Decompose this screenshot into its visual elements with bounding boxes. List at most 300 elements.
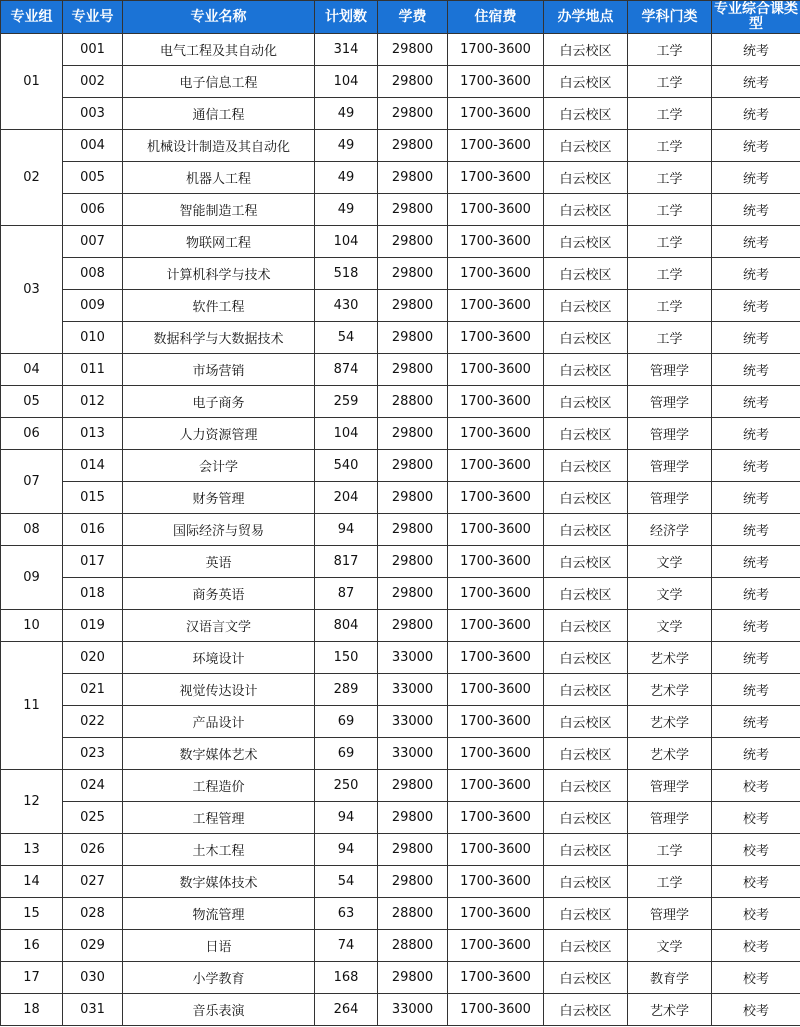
cell-exam-type: 统考 bbox=[712, 418, 800, 450]
cell-group: 18 bbox=[1, 994, 63, 1026]
cell-category: 工学 bbox=[628, 162, 712, 194]
cell-exam-type: 统考 bbox=[712, 290, 800, 322]
cell-name: 数据科学与大数据技术 bbox=[123, 322, 315, 354]
cell-plan: 289 bbox=[315, 674, 378, 706]
cell-dorm: 1700-3600 bbox=[448, 34, 544, 66]
cell-dorm: 1700-3600 bbox=[448, 770, 544, 802]
table-row bbox=[1, 354, 800, 386]
cell-plan: 150 bbox=[315, 642, 378, 674]
cell-exam-type: 统考 bbox=[712, 610, 800, 642]
header-tuition: 学费 bbox=[378, 1, 448, 34]
cell-group: 15 bbox=[1, 898, 63, 930]
cell-tuition: 28800 bbox=[378, 898, 448, 930]
header-row bbox=[1, 1, 800, 34]
cell-campus: 白云校区 bbox=[544, 162, 628, 194]
table-row bbox=[1, 866, 800, 898]
cell-group: 05 bbox=[1, 386, 63, 418]
cell-plan: 54 bbox=[315, 322, 378, 354]
cell-tuition: 33000 bbox=[378, 706, 448, 738]
cell-category: 管理学 bbox=[628, 482, 712, 514]
cell-campus: 白云校区 bbox=[544, 642, 628, 674]
cell-name: 物流管理 bbox=[123, 898, 315, 930]
cell-plan: 94 bbox=[315, 514, 378, 546]
cell-campus: 白云校区 bbox=[544, 610, 628, 642]
cell-exam-type: 校考 bbox=[712, 994, 800, 1026]
cell-exam-type: 统考 bbox=[712, 194, 800, 226]
cell-name: 小学教育 bbox=[123, 962, 315, 994]
cell-tuition: 29800 bbox=[378, 450, 448, 482]
table-row bbox=[1, 482, 800, 514]
cell-exam-type: 统考 bbox=[712, 322, 800, 354]
cell-campus: 白云校区 bbox=[544, 706, 628, 738]
table-row bbox=[1, 322, 800, 354]
cell-campus: 白云校区 bbox=[544, 354, 628, 386]
cell-tuition: 33000 bbox=[378, 674, 448, 706]
cell-campus: 白云校区 bbox=[544, 738, 628, 770]
table-row bbox=[1, 194, 800, 226]
cell-exam-type: 统考 bbox=[712, 34, 800, 66]
cell-name: 日语 bbox=[123, 930, 315, 962]
cell-campus: 白云校区 bbox=[544, 66, 628, 98]
cell-exam-type: 统考 bbox=[712, 450, 800, 482]
cell-code: 016 bbox=[63, 514, 123, 546]
cell-dorm: 1700-3600 bbox=[448, 258, 544, 290]
cell-category: 工学 bbox=[628, 130, 712, 162]
cell-code: 019 bbox=[63, 610, 123, 642]
cell-plan: 69 bbox=[315, 706, 378, 738]
cell-tuition: 33000 bbox=[378, 994, 448, 1026]
cell-tuition: 29800 bbox=[378, 866, 448, 898]
cell-campus: 白云校区 bbox=[544, 482, 628, 514]
cell-exam-type: 统考 bbox=[712, 642, 800, 674]
cell-category: 管理学 bbox=[628, 450, 712, 482]
table-row bbox=[1, 738, 800, 770]
cell-name: 电子商务 bbox=[123, 386, 315, 418]
cell-category: 管理学 bbox=[628, 802, 712, 834]
cell-exam-type: 校考 bbox=[712, 802, 800, 834]
cell-plan: 314 bbox=[315, 34, 378, 66]
cell-tuition: 29800 bbox=[378, 610, 448, 642]
cell-tuition: 29800 bbox=[378, 546, 448, 578]
cell-group: 01 bbox=[1, 34, 63, 130]
cell-code: 026 bbox=[63, 834, 123, 866]
table-row bbox=[1, 642, 800, 674]
cell-group: 09 bbox=[1, 546, 63, 610]
cell-group: 06 bbox=[1, 418, 63, 450]
cell-plan: 817 bbox=[315, 546, 378, 578]
cell-tuition: 29800 bbox=[378, 98, 448, 130]
cell-category: 工学 bbox=[628, 866, 712, 898]
cell-dorm: 1700-3600 bbox=[448, 898, 544, 930]
cell-tuition: 29800 bbox=[378, 962, 448, 994]
cell-name: 会计学 bbox=[123, 450, 315, 482]
cell-dorm: 1700-3600 bbox=[448, 610, 544, 642]
cell-code: 030 bbox=[63, 962, 123, 994]
cell-exam-type: 统考 bbox=[712, 674, 800, 706]
cell-campus: 白云校区 bbox=[544, 994, 628, 1026]
cell-plan: 168 bbox=[315, 962, 378, 994]
cell-campus: 白云校区 bbox=[544, 290, 628, 322]
cell-category: 工学 bbox=[628, 226, 712, 258]
cell-name: 财务管理 bbox=[123, 482, 315, 514]
cell-exam-type: 校考 bbox=[712, 866, 800, 898]
cell-code: 018 bbox=[63, 578, 123, 610]
cell-dorm: 1700-3600 bbox=[448, 162, 544, 194]
cell-code: 015 bbox=[63, 482, 123, 514]
table-row bbox=[1, 450, 800, 482]
cell-tuition: 28800 bbox=[378, 386, 448, 418]
cell-dorm: 1700-3600 bbox=[448, 290, 544, 322]
cell-category: 艺术学 bbox=[628, 994, 712, 1026]
table-body bbox=[1, 34, 800, 1026]
cell-category: 工学 bbox=[628, 258, 712, 290]
table-row bbox=[1, 386, 800, 418]
cell-category: 管理学 bbox=[628, 386, 712, 418]
cell-category: 工学 bbox=[628, 66, 712, 98]
cell-name: 汉语言文学 bbox=[123, 610, 315, 642]
table-row bbox=[1, 834, 800, 866]
cell-group: 10 bbox=[1, 610, 63, 642]
cell-campus: 白云校区 bbox=[544, 930, 628, 962]
cell-code: 013 bbox=[63, 418, 123, 450]
cell-dorm: 1700-3600 bbox=[448, 546, 544, 578]
cell-category: 艺术学 bbox=[628, 706, 712, 738]
table-row bbox=[1, 418, 800, 450]
cell-campus: 白云校区 bbox=[544, 34, 628, 66]
cell-name: 机器人工程 bbox=[123, 162, 315, 194]
table-row bbox=[1, 130, 800, 162]
cell-code: 009 bbox=[63, 290, 123, 322]
table-row bbox=[1, 962, 800, 994]
cell-name: 产品设计 bbox=[123, 706, 315, 738]
cell-name: 物联网工程 bbox=[123, 226, 315, 258]
cell-tuition: 29800 bbox=[378, 354, 448, 386]
cell-dorm: 1700-3600 bbox=[448, 482, 544, 514]
header-name: 专业名称 bbox=[123, 1, 315, 34]
cell-tuition: 29800 bbox=[378, 770, 448, 802]
table-row bbox=[1, 610, 800, 642]
cell-campus: 白云校区 bbox=[544, 130, 628, 162]
cell-category: 文学 bbox=[628, 610, 712, 642]
cell-campus: 白云校区 bbox=[544, 770, 628, 802]
cell-plan: 69 bbox=[315, 738, 378, 770]
cell-tuition: 29800 bbox=[378, 66, 448, 98]
cell-code: 027 bbox=[63, 866, 123, 898]
cell-group: 14 bbox=[1, 866, 63, 898]
cell-exam-type: 统考 bbox=[712, 546, 800, 578]
cell-campus: 白云校区 bbox=[544, 834, 628, 866]
cell-plan: 49 bbox=[315, 98, 378, 130]
cell-category: 文学 bbox=[628, 546, 712, 578]
cell-campus: 白云校区 bbox=[544, 258, 628, 290]
cell-code: 006 bbox=[63, 194, 123, 226]
cell-category: 工学 bbox=[628, 322, 712, 354]
cell-exam-type: 校考 bbox=[712, 834, 800, 866]
cell-campus: 白云校区 bbox=[544, 194, 628, 226]
cell-name: 数字媒体技术 bbox=[123, 866, 315, 898]
cell-name: 人力资源管理 bbox=[123, 418, 315, 450]
cell-category: 工学 bbox=[628, 34, 712, 66]
cell-exam-type: 统考 bbox=[712, 354, 800, 386]
cell-name: 电气工程及其自动化 bbox=[123, 34, 315, 66]
cell-exam-type: 统考 bbox=[712, 98, 800, 130]
cell-name: 英语 bbox=[123, 546, 315, 578]
table-row bbox=[1, 930, 800, 962]
cell-name: 国际经济与贸易 bbox=[123, 514, 315, 546]
cell-campus: 白云校区 bbox=[544, 898, 628, 930]
header-code: 专业号 bbox=[63, 1, 123, 34]
cell-dorm: 1700-3600 bbox=[448, 66, 544, 98]
table-row bbox=[1, 578, 800, 610]
cell-category: 工学 bbox=[628, 98, 712, 130]
cell-campus: 白云校区 bbox=[544, 674, 628, 706]
cell-name: 软件工程 bbox=[123, 290, 315, 322]
cell-name: 视觉传达设计 bbox=[123, 674, 315, 706]
cell-tuition: 29800 bbox=[378, 514, 448, 546]
cell-exam-type: 校考 bbox=[712, 962, 800, 994]
cell-code: 021 bbox=[63, 674, 123, 706]
cell-campus: 白云校区 bbox=[544, 98, 628, 130]
cell-name: 市场营销 bbox=[123, 354, 315, 386]
table-row bbox=[1, 770, 800, 802]
cell-tuition: 29800 bbox=[378, 258, 448, 290]
cell-code: 022 bbox=[63, 706, 123, 738]
cell-name: 通信工程 bbox=[123, 98, 315, 130]
cell-category: 管理学 bbox=[628, 898, 712, 930]
cell-code: 014 bbox=[63, 450, 123, 482]
cell-exam-type: 统考 bbox=[712, 482, 800, 514]
cell-group: 11 bbox=[1, 642, 63, 770]
table-row bbox=[1, 994, 800, 1026]
cell-group: 02 bbox=[1, 130, 63, 226]
cell-code: 029 bbox=[63, 930, 123, 962]
cell-exam-type: 统考 bbox=[712, 386, 800, 418]
cell-tuition: 29800 bbox=[378, 130, 448, 162]
table-row bbox=[1, 290, 800, 322]
cell-plan: 94 bbox=[315, 802, 378, 834]
cell-code: 008 bbox=[63, 258, 123, 290]
cell-code: 012 bbox=[63, 386, 123, 418]
cell-group: 17 bbox=[1, 962, 63, 994]
header-plan: 计划数 bbox=[315, 1, 378, 34]
cell-plan: 430 bbox=[315, 290, 378, 322]
table-header bbox=[1, 1, 800, 34]
cell-group: 08 bbox=[1, 514, 63, 546]
cell-name: 商务英语 bbox=[123, 578, 315, 610]
cell-category: 艺术学 bbox=[628, 642, 712, 674]
cell-tuition: 29800 bbox=[378, 418, 448, 450]
cell-category: 教育学 bbox=[628, 962, 712, 994]
cell-plan: 204 bbox=[315, 482, 378, 514]
cell-tuition: 29800 bbox=[378, 290, 448, 322]
cell-plan: 54 bbox=[315, 866, 378, 898]
cell-category: 工学 bbox=[628, 194, 712, 226]
cell-plan: 540 bbox=[315, 450, 378, 482]
cell-plan: 804 bbox=[315, 610, 378, 642]
cell-dorm: 1700-3600 bbox=[448, 450, 544, 482]
table-row bbox=[1, 898, 800, 930]
cell-exam-type: 统考 bbox=[712, 66, 800, 98]
cell-dorm: 1700-3600 bbox=[448, 322, 544, 354]
cell-code: 025 bbox=[63, 802, 123, 834]
cell-exam-type: 统考 bbox=[712, 514, 800, 546]
cell-code: 007 bbox=[63, 226, 123, 258]
cell-dorm: 1700-3600 bbox=[448, 834, 544, 866]
table-row bbox=[1, 546, 800, 578]
cell-code: 005 bbox=[63, 162, 123, 194]
cell-plan: 518 bbox=[315, 258, 378, 290]
cell-dorm: 1700-3600 bbox=[448, 418, 544, 450]
cell-category: 艺术学 bbox=[628, 674, 712, 706]
cell-dorm: 1700-3600 bbox=[448, 674, 544, 706]
cell-tuition: 29800 bbox=[378, 802, 448, 834]
header-campus: 办学地点 bbox=[544, 1, 628, 34]
cell-campus: 白云校区 bbox=[544, 450, 628, 482]
cell-name: 智能制造工程 bbox=[123, 194, 315, 226]
cell-plan: 104 bbox=[315, 66, 378, 98]
cell-plan: 87 bbox=[315, 578, 378, 610]
cell-dorm: 1700-3600 bbox=[448, 578, 544, 610]
cell-dorm: 1700-3600 bbox=[448, 962, 544, 994]
header-category: 学科门类 bbox=[628, 1, 712, 34]
cell-dorm: 1700-3600 bbox=[448, 386, 544, 418]
cell-plan: 874 bbox=[315, 354, 378, 386]
cell-name: 机械设计制造及其自动化 bbox=[123, 130, 315, 162]
cell-group: 04 bbox=[1, 354, 63, 386]
cell-plan: 250 bbox=[315, 770, 378, 802]
cell-campus: 白云校区 bbox=[544, 226, 628, 258]
header-dorm: 住宿费 bbox=[448, 1, 544, 34]
cell-group: 03 bbox=[1, 226, 63, 354]
cell-category: 文学 bbox=[628, 578, 712, 610]
cell-dorm: 1700-3600 bbox=[448, 866, 544, 898]
table-row bbox=[1, 802, 800, 834]
cell-campus: 白云校区 bbox=[544, 514, 628, 546]
cell-name: 电子信息工程 bbox=[123, 66, 315, 98]
cell-campus: 白云校区 bbox=[544, 546, 628, 578]
cell-name: 工程造价 bbox=[123, 770, 315, 802]
table-row bbox=[1, 706, 800, 738]
cell-category: 管理学 bbox=[628, 418, 712, 450]
cell-campus: 白云校区 bbox=[544, 418, 628, 450]
cell-code: 003 bbox=[63, 98, 123, 130]
cell-exam-type: 统考 bbox=[712, 130, 800, 162]
cell-tuition: 29800 bbox=[378, 34, 448, 66]
header-exam-type: 专业综合课类型 bbox=[712, 1, 800, 34]
cell-campus: 白云校区 bbox=[544, 578, 628, 610]
cell-plan: 259 bbox=[315, 386, 378, 418]
cell-exam-type: 统考 bbox=[712, 258, 800, 290]
cell-group: 07 bbox=[1, 450, 63, 514]
table-row bbox=[1, 162, 800, 194]
cell-tuition: 29800 bbox=[378, 482, 448, 514]
cell-dorm: 1700-3600 bbox=[448, 930, 544, 962]
cell-dorm: 1700-3600 bbox=[448, 802, 544, 834]
cell-plan: 264 bbox=[315, 994, 378, 1026]
cell-category: 管理学 bbox=[628, 354, 712, 386]
cell-code: 023 bbox=[63, 738, 123, 770]
cell-exam-type: 统考 bbox=[712, 578, 800, 610]
cell-dorm: 1700-3600 bbox=[448, 226, 544, 258]
cell-exam-type: 统考 bbox=[712, 162, 800, 194]
cell-name: 音乐表演 bbox=[123, 994, 315, 1026]
cell-tuition: 29800 bbox=[378, 322, 448, 354]
cell-code: 011 bbox=[63, 354, 123, 386]
cell-code: 010 bbox=[63, 322, 123, 354]
cell-plan: 74 bbox=[315, 930, 378, 962]
cell-category: 工学 bbox=[628, 834, 712, 866]
cell-dorm: 1700-3600 bbox=[448, 738, 544, 770]
cell-dorm: 1700-3600 bbox=[448, 642, 544, 674]
cell-dorm: 1700-3600 bbox=[448, 994, 544, 1026]
cell-dorm: 1700-3600 bbox=[448, 130, 544, 162]
cell-category: 管理学 bbox=[628, 770, 712, 802]
cell-tuition: 28800 bbox=[378, 930, 448, 962]
cell-tuition: 33000 bbox=[378, 642, 448, 674]
cell-plan: 63 bbox=[315, 898, 378, 930]
cell-tuition: 29800 bbox=[378, 194, 448, 226]
cell-name: 环境设计 bbox=[123, 642, 315, 674]
cell-exam-type: 校考 bbox=[712, 770, 800, 802]
cell-campus: 白云校区 bbox=[544, 322, 628, 354]
cell-code: 028 bbox=[63, 898, 123, 930]
cell-group: 12 bbox=[1, 770, 63, 834]
cell-name: 计算机科学与技术 bbox=[123, 258, 315, 290]
cell-exam-type: 校考 bbox=[712, 898, 800, 930]
table-row bbox=[1, 34, 800, 66]
cell-code: 020 bbox=[63, 642, 123, 674]
cell-category: 艺术学 bbox=[628, 738, 712, 770]
cell-category: 经济学 bbox=[628, 514, 712, 546]
table-row bbox=[1, 66, 800, 98]
cell-name: 土木工程 bbox=[123, 834, 315, 866]
cell-plan: 49 bbox=[315, 130, 378, 162]
cell-plan: 104 bbox=[315, 226, 378, 258]
cell-plan: 49 bbox=[315, 194, 378, 226]
cell-campus: 白云校区 bbox=[544, 866, 628, 898]
cell-category: 工学 bbox=[628, 290, 712, 322]
cell-group: 13 bbox=[1, 834, 63, 866]
cell-exam-type: 统考 bbox=[712, 226, 800, 258]
cell-category: 文学 bbox=[628, 930, 712, 962]
cell-tuition: 29800 bbox=[378, 578, 448, 610]
cell-code: 002 bbox=[63, 66, 123, 98]
cell-dorm: 1700-3600 bbox=[448, 706, 544, 738]
cell-plan: 94 bbox=[315, 834, 378, 866]
cell-tuition: 29800 bbox=[378, 834, 448, 866]
cell-exam-type: 统考 bbox=[712, 706, 800, 738]
cell-dorm: 1700-3600 bbox=[448, 354, 544, 386]
header-group: 专业组 bbox=[1, 1, 63, 34]
cell-exam-type: 统考 bbox=[712, 738, 800, 770]
table-row bbox=[1, 98, 800, 130]
cell-name: 工程管理 bbox=[123, 802, 315, 834]
cell-campus: 白云校区 bbox=[544, 962, 628, 994]
cell-dorm: 1700-3600 bbox=[448, 194, 544, 226]
cell-tuition: 29800 bbox=[378, 226, 448, 258]
table-row bbox=[1, 226, 800, 258]
cell-exam-type: 校考 bbox=[712, 930, 800, 962]
cell-campus: 白云校区 bbox=[544, 802, 628, 834]
cell-tuition: 29800 bbox=[378, 162, 448, 194]
table-row bbox=[1, 514, 800, 546]
cell-group: 16 bbox=[1, 930, 63, 962]
cell-code: 024 bbox=[63, 770, 123, 802]
cell-dorm: 1700-3600 bbox=[448, 514, 544, 546]
cell-code: 001 bbox=[63, 34, 123, 66]
cell-campus: 白云校区 bbox=[544, 386, 628, 418]
cell-plan: 104 bbox=[315, 418, 378, 450]
